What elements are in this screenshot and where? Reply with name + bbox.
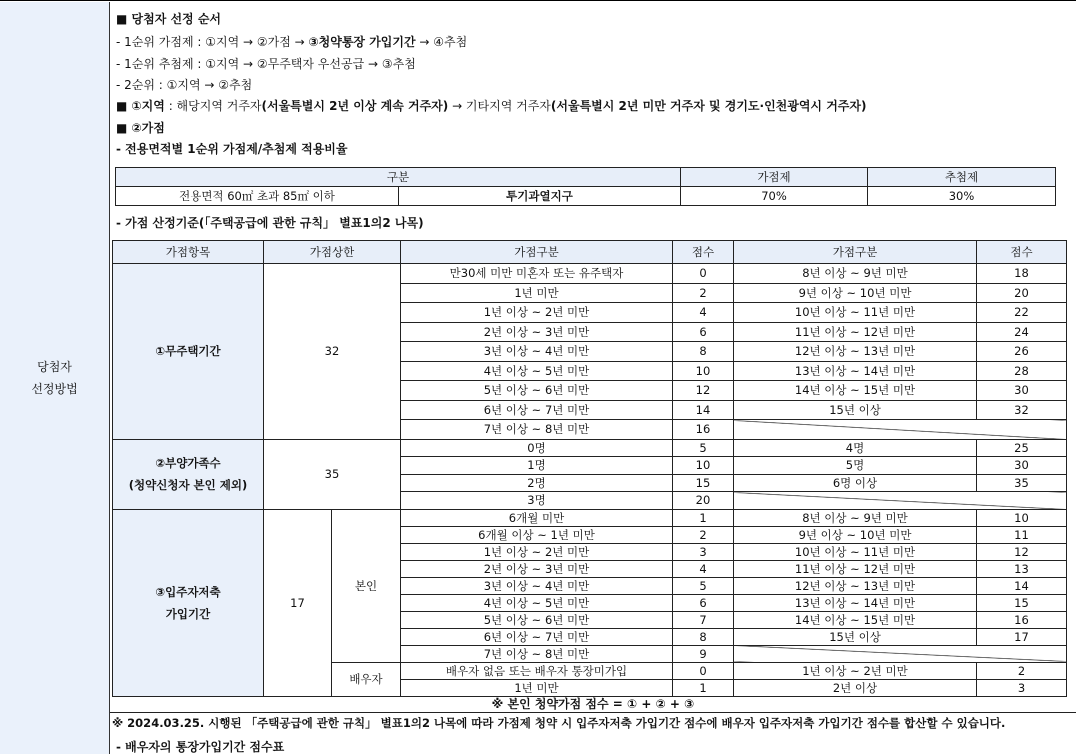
criteria-cell: 7년 이상 ~ 8년 미만 — [401, 420, 673, 440]
total-score-note: ※ 본인 청약가점 점수 = ① + ② + ③ — [491, 697, 695, 711]
criteria-cell: 11년 이상 ~ 12년 미만 — [734, 560, 977, 577]
sub-category-cell: 본인 — [332, 509, 401, 662]
score-cell: 6 — [673, 594, 734, 611]
criteria-cell: 13년 이상 ~ 14년 미만 — [734, 594, 977, 611]
region-line — [116, 97, 866, 114]
item-label: ②부양가족수 — [155, 456, 221, 470]
header-cell: 가점상한 — [264, 241, 401, 264]
item-label-cell — [113, 439, 264, 509]
criteria-cell: 6년 이상 ~ 7년 미만 — [401, 628, 673, 645]
criteria-cell: 8년 이상 ~ 9년 미만 — [734, 264, 977, 284]
criteria-cell: 14년 이상 ~ 15년 미만 — [734, 611, 977, 628]
criteria-cell: 4명 — [734, 439, 977, 457]
criteria-cell: 0명 — [401, 439, 673, 457]
ratio-table — [115, 167, 1056, 206]
header-cell: 가점제 — [681, 168, 868, 187]
score-cell: 10 — [673, 457, 734, 475]
header-cell: 추첨제 — [868, 168, 1056, 187]
criteria-cell: 5년 이상 ~ 6년 미만 — [401, 611, 673, 628]
criteria-cell: 1년 이상 ~ 2년 미만 — [734, 662, 977, 679]
criteria-cell: 6년 이상 ~ 7년 미만 — [401, 400, 673, 420]
score-cell: 5 — [673, 439, 734, 457]
header-cell: 구분 — [116, 168, 681, 187]
text: ■ ①지역 — [116, 99, 165, 113]
table-row — [113, 439, 1067, 457]
cell: 30% — [868, 187, 1056, 206]
criteria-cell: 6개월 미만 — [401, 509, 673, 526]
criteria-cell: 3년 이상 ~ 4년 미만 — [401, 342, 673, 362]
criteria-cell: 14년 이상 ~ 15년 미만 — [734, 381, 977, 401]
label-line: 당첨자 — [37, 360, 72, 374]
score-cell: 25 — [977, 439, 1067, 457]
criteria-cell: 13년 이상 ~ 14년 미만 — [734, 361, 977, 381]
order-item-3: - 2순위 : ①지역 → ②추첨 — [116, 78, 253, 92]
score-cell: 16 — [673, 420, 734, 440]
criteria-cell: 2년 이상 ~ 3년 미만 — [401, 560, 673, 577]
score-cell: 15 — [977, 594, 1067, 611]
criteria-cell: 1년 미만 — [401, 679, 673, 696]
item-label: ①무주택기간 — [155, 344, 221, 359]
score-cell: 14 — [673, 400, 734, 420]
score-cell: 10 — [673, 361, 734, 381]
score-cell: 0 — [673, 264, 734, 284]
sub-category-cell: 배우자 — [332, 662, 401, 696]
score-cell: 32 — [977, 400, 1067, 420]
ratio-title: - 전용면적별 1순위 가점제/추첨제 적용비율 — [116, 142, 348, 156]
score-cell: 16 — [977, 611, 1067, 628]
item-label: (청약신청자 본인 제외) — [128, 478, 248, 492]
criteria-cell: 1년 이상 ~ 2년 미만 — [401, 543, 673, 560]
criteria-cell: 5년 이상 ~ 6년 미만 — [401, 381, 673, 401]
criteria-cell: 배우자 없음 또는 배우자 통장미가입 — [401, 662, 673, 679]
criteria-cell: 9년 이상 ~ 10년 미만 — [734, 526, 977, 543]
text: (서울특별시 2년 이상 계속 거주자) — [261, 99, 449, 113]
spouse-title: - 배우자의 통장가입기간 점수표 — [116, 740, 285, 754]
criteria-cell: 4년 이상 ~ 5년 미만 — [401, 361, 673, 381]
main-content — [110, 2, 1076, 754]
criteria-cell: 5명 — [734, 457, 977, 475]
score-cell: 12 — [977, 543, 1067, 560]
header-cell: 점수 — [673, 241, 734, 264]
item-label-cell — [113, 509, 264, 696]
criteria-cell: 1년 이상 ~ 2년 미만 — [401, 303, 673, 323]
criteria-cell: 12년 이상 ~ 13년 미만 — [734, 577, 977, 594]
text: → ④추첨 — [415, 35, 468, 49]
score-cell: 20 — [977, 283, 1067, 303]
max-score-cell: 17 — [264, 509, 332, 696]
header-cell: 점수 — [977, 241, 1067, 264]
table-row — [113, 509, 1067, 526]
criteria-cell: 6명 이상 — [734, 474, 977, 492]
score-cell: 22 — [977, 303, 1067, 323]
score-cell: 3 — [977, 679, 1067, 696]
criteria-cell: 2년 이상 — [734, 679, 977, 696]
text: → 기타지역 거주자 — [448, 99, 551, 113]
score-cell: 4 — [673, 303, 734, 323]
divider — [110, 712, 1076, 713]
score-cell: 2 — [673, 526, 734, 543]
criteria-title: - 가점 산정기준(「주택공급에 관한 규칙」 별표1의2 나목) — [116, 216, 424, 230]
score-title: ■ ②가점 — [116, 121, 165, 135]
score-cell: 5 — [673, 577, 734, 594]
score-cell: 24 — [977, 322, 1067, 342]
criteria-cell: 3년 이상 ~ 4년 미만 — [401, 577, 673, 594]
score-cell: 6 — [673, 322, 734, 342]
criteria-cell: 15년 이상 — [734, 628, 977, 645]
criteria-cell: 2년 이상 ~ 3년 미만 — [401, 322, 673, 342]
score-cell: 8 — [673, 342, 734, 362]
criteria-cell: 3명 — [401, 492, 673, 510]
footnote: ※ 2024.03.25. 시행된 「주택공급에 관한 규칙」 별표1의2 나목에 따라 가점제 청약 시 입주자저축 가입기간 점수에 배우자 입주자저축 가입기간 점수를 합산할 수 있습니다. — [112, 716, 1006, 730]
label-line: 선정방법 — [31, 382, 78, 396]
table-row — [113, 264, 1067, 284]
score-cell: 15 — [673, 474, 734, 492]
criteria-cell: 8년 이상 ~ 9년 미만 — [734, 509, 977, 526]
score-cell: 13 — [977, 560, 1067, 577]
score-cell: 2 — [673, 283, 734, 303]
item-label-cell — [113, 264, 264, 440]
score-cell: 3 — [673, 543, 734, 560]
empty-diagonal-cell — [734, 492, 1067, 510]
criteria-cell: 만30세 미만 미혼자 또는 유주택자 — [401, 264, 673, 284]
criteria-cell: 6개월 이상 ~ 1년 미만 — [401, 526, 673, 543]
criteria-cell: 12년 이상 ~ 13년 미만 — [734, 342, 977, 362]
item-label: ③입주자저축 — [155, 584, 221, 599]
score-cell: 26 — [977, 342, 1067, 362]
score-cell: 4 — [673, 560, 734, 577]
criteria-cell: 1명 — [401, 457, 673, 475]
criteria-cell: 10년 이상 ~ 11년 미만 — [734, 543, 977, 560]
score-cell: 20 — [673, 492, 734, 510]
score-cell: 1 — [673, 509, 734, 526]
criteria-cell: 4년 이상 ~ 5년 미만 — [401, 594, 673, 611]
header-cell: 가점구분 — [401, 241, 673, 264]
score-cell: 30 — [977, 381, 1067, 401]
text: : 해당지역 거주자 — [164, 99, 262, 113]
item-label: 가입기간 — [165, 606, 211, 621]
criteria-cell: 15년 이상 — [734, 400, 977, 420]
order-item-2: - 1순위 추첨제 : ①지역 → ②무주택자 우선공급 → ③추첨 — [116, 57, 416, 71]
criteria-cell: 10년 이상 ~ 11년 미만 — [734, 303, 977, 323]
cell: 투기과열지구 — [399, 187, 681, 206]
score-table — [112, 240, 1067, 697]
criteria-cell: 2명 — [401, 474, 673, 492]
cell: 전용면적 60㎡ 초과 85㎡ 이하 — [116, 187, 399, 206]
score-cell: 0 — [673, 662, 734, 679]
score-cell: 7 — [673, 611, 734, 628]
score-cell: 9 — [673, 645, 734, 662]
score-cell: 28 — [977, 361, 1067, 381]
criteria-cell: 9년 이상 ~ 10년 미만 — [734, 283, 977, 303]
score-cell: 30 — [977, 457, 1067, 475]
criteria-cell: 11년 이상 ~ 12년 미만 — [734, 322, 977, 342]
score-cell: 10 — [977, 509, 1067, 526]
score-cell: 11 — [977, 526, 1067, 543]
text: ③청약통장 가입기간 — [308, 35, 416, 49]
header-cell: 가점항목 — [113, 241, 264, 264]
score-cell: 12 — [673, 381, 734, 401]
max-score-cell: 35 — [264, 439, 401, 509]
score-cell: 17 — [977, 628, 1067, 645]
criteria-cell: 7년 이상 ~ 8년 미만 — [401, 645, 673, 662]
text: - 1순위 가점제 : ①지역 → ②가점 → — [116, 35, 309, 49]
section-label — [0, 2, 110, 754]
score-cell: 35 — [977, 474, 1067, 492]
score-cell: 18 — [977, 264, 1067, 284]
empty-diagonal-cell — [734, 645, 1067, 662]
text: (서울특별시 2년 미만 거주자 및 경기도·인천광역시 거주자) — [550, 99, 867, 113]
max-score-cell: 32 — [264, 264, 401, 440]
order-title: ■ 당첨자 선정 순서 — [116, 12, 222, 26]
score-cell: 1 — [673, 679, 734, 696]
score-cell: 2 — [977, 662, 1067, 679]
criteria-cell: 1년 미만 — [401, 283, 673, 303]
empty-diagonal-cell — [734, 420, 1067, 440]
cell: 70% — [681, 187, 868, 206]
order-item-1 — [116, 33, 467, 50]
score-cell: 14 — [977, 577, 1067, 594]
header-cell: 가점구분 — [734, 241, 977, 264]
score-cell: 8 — [673, 628, 734, 645]
